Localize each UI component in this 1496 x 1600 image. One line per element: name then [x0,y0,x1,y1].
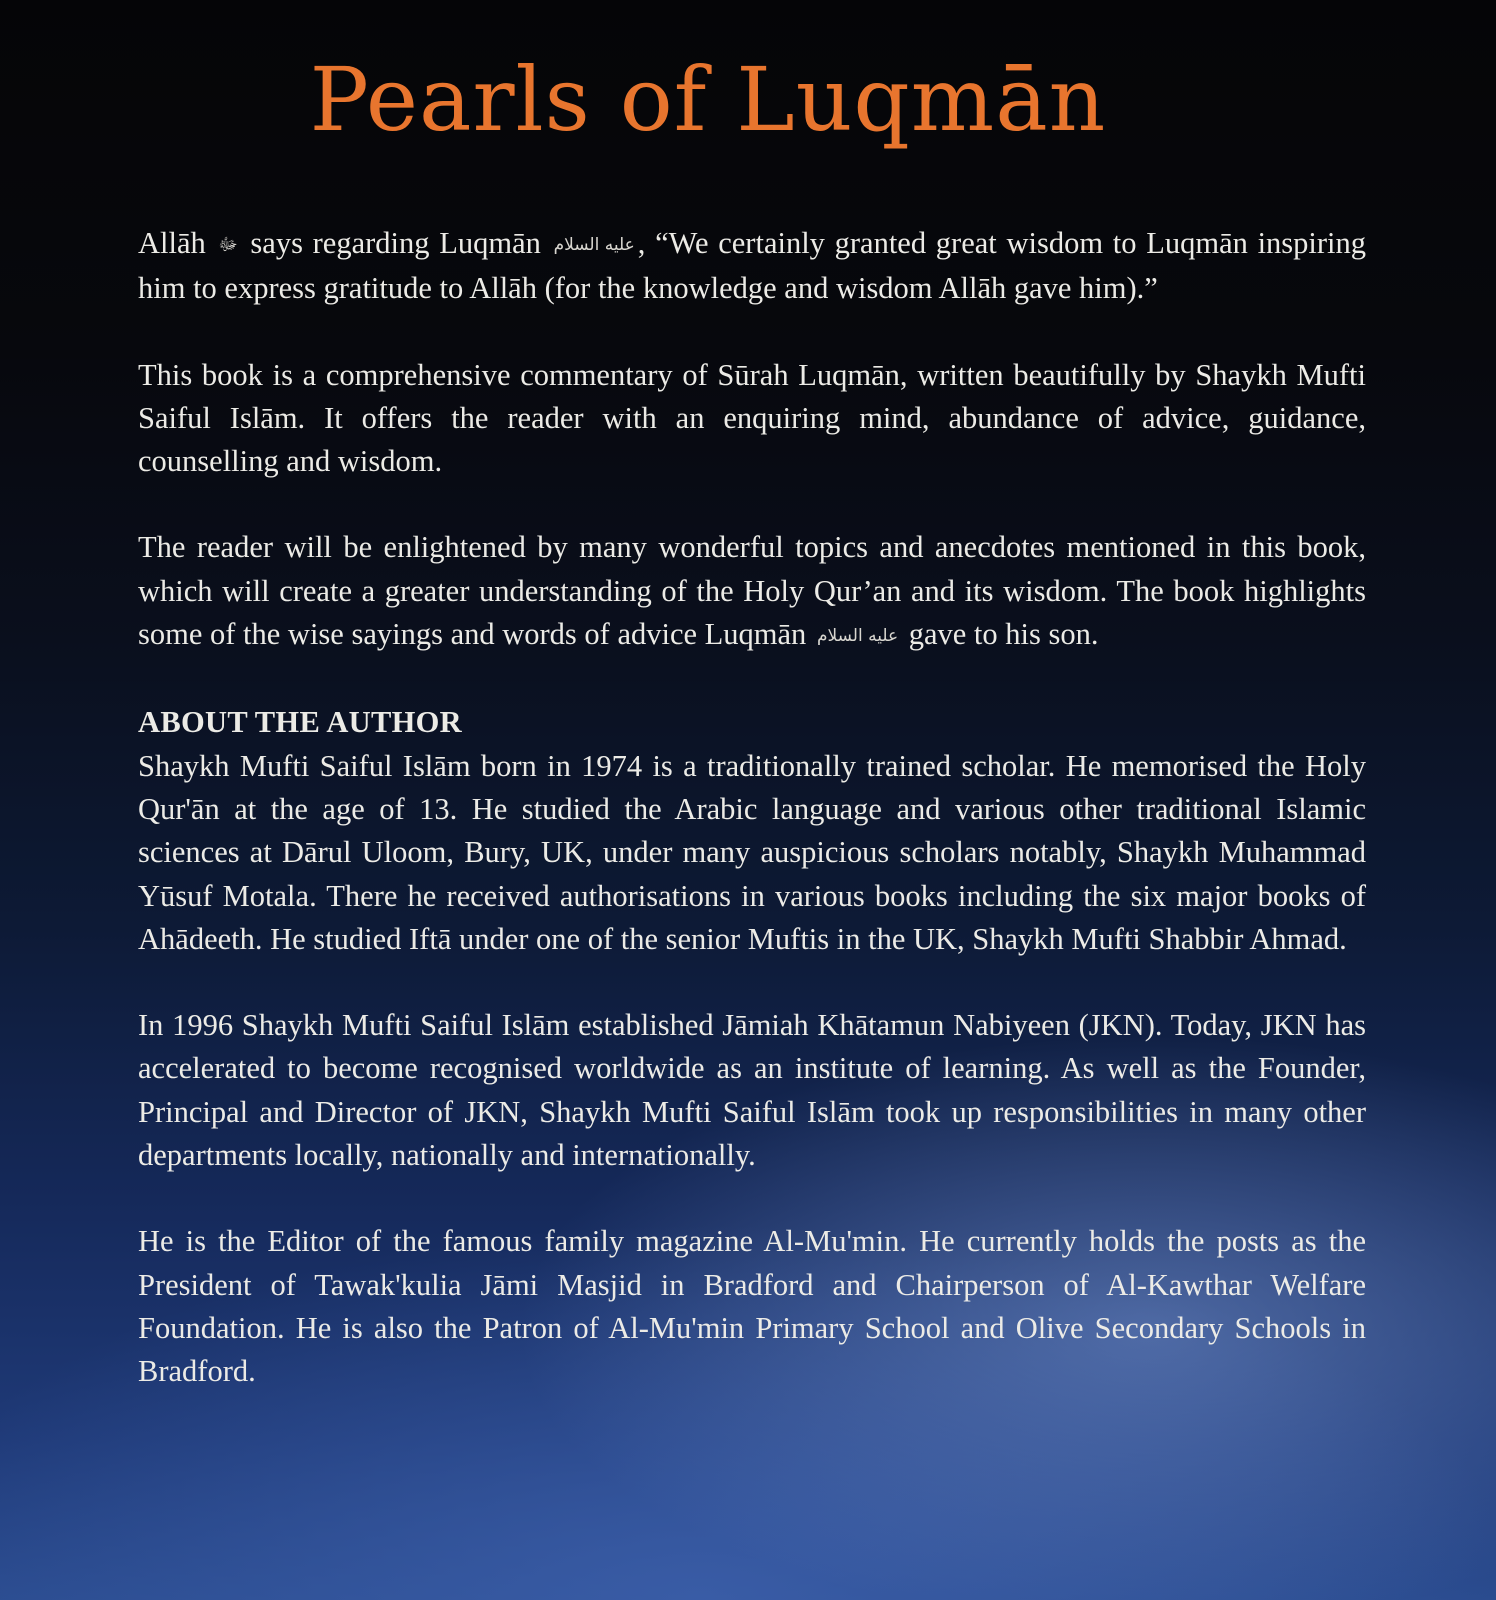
intro-says: says regarding Luqmān [250,226,541,260]
author-bio-paragraph: Shaykh Mufti Saiful Islām born in 1974 is a traditionally trained scholar. He memorised the Holy Qur'ān at the age of 13. He studied the Arabic language and various other traditional Islamic sciences at Dārul Uloom, Bury, UK, under many auspicious scholars notably, Shaykh Muhammad Yūsuf Motala. There he received authorisations in various books including the six major books of Ahādeeth. He studied Iftā under one of the senior Muftis in the UK, Shaykh Mufti Shabbir Ahmad. [138,748,1366,956]
intro-quote-paragraph [138,222,1366,311]
honorific-glyph: ﷻ [218,235,238,255]
intro-quote: , “We certainly granted great wisdom to Luqmān inspiring him to express gratitude to Allāh (for the knowledge and wisdom Allāh gave him).” [138,226,1367,306]
reader-text: The reader will be enlightened by many wonderful topics and anecdotes mentioned in this book, which will create a greater understanding of the Holy Qur’an and its wisdom. The book highlights some of the wise sayings and words of advice Luqmān [138,530,1366,652]
book-title: Pearls of Luqmān [309,48,1107,151]
editor-paragraph: He is the Editor of the famous family magazine Al-Mu'min. He currently holds the posts as the President of Tawak'kulia Jāmi Masjid in Bradford and Chairperson of Al-Kawthar Welfare Foundation. He is also the Patron of Al-Mu'min Primary School and Olive Secondary Schools in Bradford. [138,1224,1366,1389]
reader-paragraph [138,526,1366,658]
honorific-glyph: عليه السلام [553,235,635,255]
about-author-heading: ABOUT THE AUTHOR [138,705,463,740]
commentary-paragraph: This book is a comprehensive commentary of Sūrah Luqmān, written beautifully by Shaykh Mufti Saiful Islām. It offers the reader with an enquiring mind, abundance of advice, guidance, counselling and wisdom. [138,357,1366,479]
honorific-glyph: عليه السلام [816,626,899,647]
blurb [138,222,1366,1437]
reader-text-end: gave to his son. [908,617,1099,652]
intro-allah: Allāh [138,226,206,260]
jkn-paragraph: In 1996 Shaykh Mufti Saiful Islām established Jāmiah Khātamun Nabiyeen (JKN). Today, JKN has accelerated to become recognised worldwide as an institute of learning. As well as the Founder, Principal and Director of JKN, Shaykh Mufti Saiful Islām took up responsibilities in many other departments locally, nationally and internationally. [138,1008,1366,1173]
